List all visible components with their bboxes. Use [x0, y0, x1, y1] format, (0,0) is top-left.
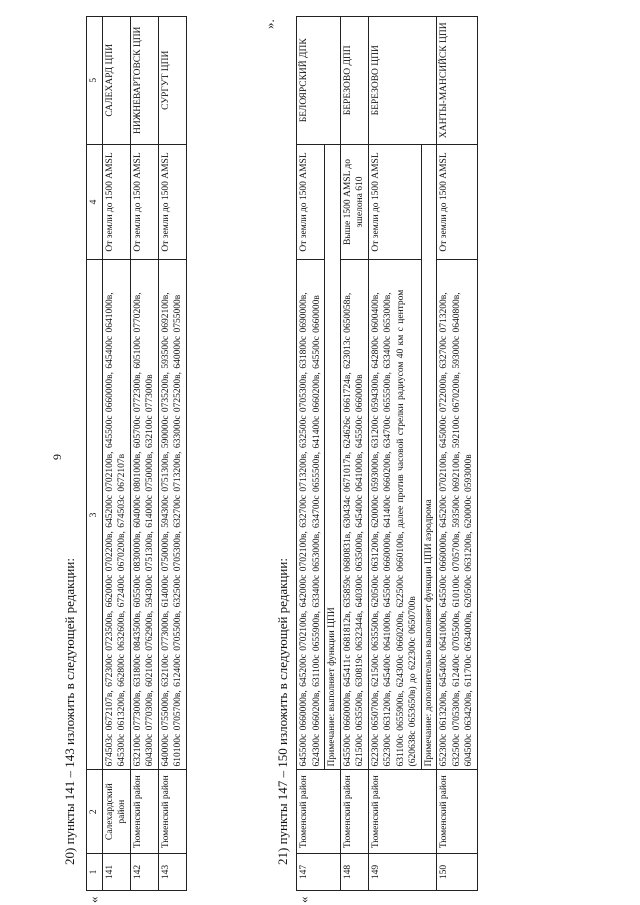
row-coordinates: 645500с 0660000в, 645411с 0681812в, 635859с 0680831в, 630434с 0671017в, 624626с 0661724в, 623013с 0650058в, 621500с 0635500в, 630819с 0632344в, 640300с 0635000в, 645400с 0641000в, 645500с 0660000в [340, 260, 368, 770]
row-number: 142 [130, 853, 158, 890]
row-coordinates: 645500с 0660000в, 645200с 0702100в, 642000с 0702100в, 632700с 0713200в, 632500с 0705300в, 631800с 0690000в, 624300с 0660200в, 631100с 0655900в, 633400с 0653000в, 634700с 0655500в, 641400с 0660200в, 645500с 0660000в [297, 260, 325, 770]
row-number: 143 [158, 853, 186, 890]
table-row [437, 17, 478, 891]
row-height: От земли до 1500 AMSL [158, 144, 186, 260]
quote-open-21: « [296, 896, 311, 903]
table-row [158, 17, 186, 891]
row-number: 148 [340, 853, 368, 890]
row-height: От земли до 1500 AMSL [368, 144, 421, 260]
page-number: 9 [50, 454, 64, 460]
row-coordinates: 632100с 0773000в, 631800с 0843500в, 605500с 0830000в, 604000с 0801000в, 605700с 0772300в, 605100с 0770200в, 604300с 0770300в, 602100с 0762900в, 594300с 0751300в, 614000с 0750000в, 632100с 0773000в [130, 260, 158, 770]
table-row [297, 17, 325, 891]
section-20-heading: 20) пункты 141 – 143 изложить в следующей редакции: [62, 558, 77, 865]
quote-close-20: ». [262, 19, 277, 29]
row-height: От земли до 1500 AMSL [130, 144, 158, 260]
table-row [368, 17, 421, 891]
row-height: От земли до 1500 AMSL [102, 144, 130, 260]
header-col-4: 4 [87, 144, 103, 260]
section-21-heading: 21) пункты 147 – 150 изложить в следующей редакции: [275, 558, 290, 865]
row-number: 150 [437, 853, 478, 890]
header-col-2: 2 [87, 770, 103, 853]
row-unit: СУРГУТ ЦПИ [158, 17, 186, 145]
row-unit: БЕЛОЯРСКИЙ ДПК [297, 17, 341, 145]
row-region: Тюменский район [368, 770, 437, 853]
table-row [130, 17, 158, 891]
table-row [102, 17, 130, 891]
row-number: 141 [102, 853, 130, 890]
row-unit: ХАНТЫ-МАНСИЙСК ЦПИ [437, 17, 478, 145]
table-section-21 [296, 16, 478, 891]
row-region: Салехардский район [102, 770, 130, 853]
table-section-20 [86, 16, 187, 891]
row-unit: БЕРЕЗОВО ДПП [340, 17, 368, 145]
row-region: Тюменский район [437, 770, 478, 853]
row-region: Тюменский район [130, 770, 158, 853]
table-note-row [325, 17, 341, 891]
row-number: 147 [297, 853, 341, 890]
quote-open-20: « [86, 896, 101, 903]
row-unit: САЛЕХАРД ЦПИ [102, 17, 130, 145]
row-height: От земли до 1500 AMSL [437, 144, 478, 260]
header-col-1: 1 [87, 853, 103, 890]
table-note-row [421, 17, 437, 891]
row-region: Тюменский район [297, 770, 341, 853]
row-region: Тюменский район [158, 770, 186, 853]
table-header-row [87, 17, 103, 891]
row-height: От земли до 1500 AMSL [297, 144, 325, 260]
row-unit: НИЖНЕВАРТОВСК ЦПИ [130, 17, 158, 145]
row-unit: БЕРЕЗОВО ЦПИ [368, 17, 437, 145]
header-col-5: 5 [87, 17, 103, 145]
row-region: Тюменский район [340, 770, 368, 853]
row-height: Выше 1500 AMSL до эшелона 610 [340, 144, 368, 260]
header-col-3: 3 [87, 260, 103, 770]
table-row [340, 17, 368, 891]
row-number: 149 [368, 853, 437, 890]
row-note: Примечание: дополнительно выполняет функции ЦПИ аэродрома [421, 144, 437, 770]
row-note: Примечание: выполняет функции ЦПИ [325, 144, 341, 770]
row-coordinates: 674503с 0672107в, 672300с 0723500в, 662000с 0702200в, 645200с 0702100в, 645500с 0660000в, 645400с 0641000в, 645300с 0613200в, 662800с 0632600в, 672400с 0670200в, 674503с 0672107в [102, 260, 130, 770]
row-coordinates: 640000с 0755000в, 632100с 0773000в, 614000с 0750000в, 594300с 0751300в, 590000с 0735200в, 593500с 0692100в, 610100с 0705700в, 612400с 0705500в, 632500с 0705300в, 632700с 0713200в, 633000с 0725200в, 640000с 0755000в [158, 260, 186, 770]
row-coordinates: 652300с 0613200в, 645400с 0641000в, 645500с 0660000в, 645200с 0702100в, 645000с 0722000в, 632700с 0713200в, 632500с 0705300в, 612400с 0705500в, 610100с 0705700в, 593500с 0692100в, 592100с 0670200в, 593000с 0640800в, 604500с 0634200в, 611700с 0634000в, 620500с 0631200в, 620000с 0593000в [437, 260, 478, 770]
row-coordinates: 622300с 0650700в, 621500с 0635500в, 620500с 0631200в, 620000с 0593000в, 631200с 0594300в, 642800с 0600400в, 652300с 0631200в, 645400с 0641000в, 645500с 0660000в, 641400с 0660200в, 634700с 0655500в, 633400с 0653000в, 631100с 0655900в, 624300с 0660200в, 622500с 0660100в, далее против часовой стрелки радиусом 40 км с центром (620638с 0653650в) до 622300с 0650700в [368, 260, 421, 770]
